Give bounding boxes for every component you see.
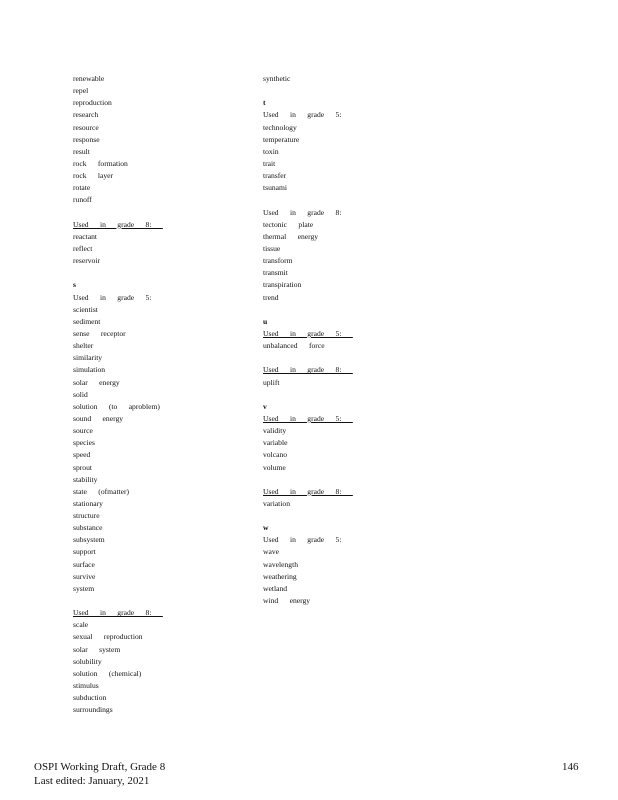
- right-block-3: [263, 219, 433, 304]
- glossary-term: solution (to aproblem): [73, 401, 160, 411]
- glossary-term: sexual reproduction: [73, 632, 143, 642]
- glossary-term: unbalanced force: [263, 341, 325, 351]
- right-block-8: [263, 546, 433, 607]
- left-block-1: [73, 73, 243, 207]
- glossary-term: reflect: [73, 243, 93, 253]
- glossary-term: stability: [73, 474, 98, 484]
- glossary-term: transform: [263, 256, 293, 266]
- grade-8-heading: Used in grade 8:: [73, 219, 163, 229]
- glossary-term: structure: [73, 511, 100, 521]
- glossary-term: similarity: [73, 353, 103, 363]
- glossary-term: transfer: [263, 171, 287, 181]
- right-block-7: [263, 498, 433, 510]
- glossary-term: rock layer: [73, 171, 114, 181]
- glossary-term: substance: [73, 523, 103, 533]
- glossary-term: repel: [73, 86, 89, 96]
- section-letter-t: t: [263, 98, 266, 108]
- grade-8-heading: Used in grade 8:: [263, 365, 353, 375]
- glossary-term: solar energy: [73, 377, 120, 387]
- glossary-term: survive: [73, 571, 96, 581]
- glossary-term: stimulus: [73, 681, 99, 691]
- glossary-term: solid: [73, 389, 88, 399]
- glossary-term: resource: [73, 122, 99, 132]
- grade-5-heading: Used in grade 5:: [263, 413, 353, 423]
- glossary-term: thermal energy: [263, 231, 319, 241]
- glossary-term: stationary: [73, 498, 103, 508]
- section-letter-w: w: [263, 523, 269, 533]
- right-block-6: [263, 425, 433, 474]
- grade-8-heading: Used in grade 8:: [263, 207, 342, 217]
- glossary-term: rock formation: [73, 158, 128, 168]
- glossary-term: weathering: [263, 571, 297, 581]
- glossary-term: support: [73, 547, 96, 557]
- left-block-2: [73, 231, 243, 267]
- glossary-term: reproduction: [73, 98, 112, 108]
- glossary-term: shelter: [73, 341, 94, 351]
- glossary-term: surroundings: [73, 705, 113, 715]
- glossary-term: tectonic plate: [263, 219, 314, 229]
- glossary-term: solubility: [73, 656, 102, 666]
- section-letter-s: s: [73, 280, 76, 290]
- glossary-term: subsystem: [73, 535, 105, 545]
- right-block-5: [263, 377, 433, 389]
- right-column: [263, 73, 433, 607]
- left-column: [73, 73, 243, 716]
- glossary-term: trend: [263, 292, 279, 302]
- glossary-term: validity: [263, 426, 287, 436]
- glossary-term: simulation: [73, 365, 106, 375]
- footer-draft-label: OSPI Working Draft, Grade 8: [34, 761, 166, 773]
- glossary-term: transmit: [263, 268, 288, 278]
- glossary-term: toxin: [263, 146, 279, 156]
- glossary-term: sound energy: [73, 413, 124, 423]
- footer: [34, 760, 165, 788]
- glossary-term: sense receptor: [73, 328, 126, 338]
- glossary-term: rotate: [73, 183, 91, 193]
- glossary-term: surface: [73, 559, 95, 569]
- glossary-term: wetland: [263, 583, 288, 593]
- glossary-term: uplift: [263, 377, 280, 387]
- glossary-term: subduction: [73, 693, 107, 703]
- glossary-term: species: [73, 438, 95, 448]
- right-block-2: [263, 122, 433, 195]
- glossary-term: solution (chemical): [73, 668, 142, 678]
- glossary-term: volume: [263, 462, 286, 472]
- glossary-term: wave: [263, 547, 280, 557]
- grade-5-heading: Used in grade 5:: [263, 110, 342, 120]
- left-block-4: [73, 619, 243, 716]
- glossary-term: scale: [73, 620, 89, 630]
- glossary-term: system: [73, 583, 95, 593]
- glossary-term: trait: [263, 158, 276, 168]
- page-number: 146: [562, 761, 579, 773]
- glossary-term: speed: [73, 450, 91, 460]
- glossary-term: volcano: [263, 450, 288, 460]
- glossary-term: tissue: [263, 243, 281, 253]
- glossary-term: reservoir: [73, 256, 100, 266]
- section-letter-v: v: [263, 401, 267, 411]
- footer-last-edited: Last edited: January, 2021: [34, 775, 150, 787]
- glossary-term: runoff: [73, 195, 92, 205]
- glossary-term: result: [73, 146, 90, 156]
- grade-8-heading: Used in grade 8:: [73, 608, 163, 618]
- grade-5-heading: Used in grade 5:: [263, 328, 353, 338]
- glossary-term: solar system: [73, 644, 121, 654]
- grade-8-heading: Used in grade 8:: [263, 486, 353, 496]
- glossary-term: research: [73, 110, 99, 120]
- glossary-term: wind energy: [263, 596, 311, 606]
- grade-5-heading: Used in grade 5:: [263, 535, 342, 545]
- glossary-term: source: [73, 426, 93, 436]
- grade-5-heading: Used in grade 5:: [73, 292, 152, 302]
- glossary-term: scientist: [73, 304, 98, 314]
- glossary-term: tsunami: [263, 183, 288, 193]
- glossary-term: temperature: [263, 134, 300, 144]
- glossary-term: transpiration: [263, 280, 302, 290]
- glossary-term: variable: [263, 438, 288, 448]
- glossary-term: state (ofmatter): [73, 486, 130, 496]
- glossary-term: renewable: [73, 74, 105, 83]
- glossary-term: reactant: [73, 231, 98, 241]
- glossary-term: synthetic: [263, 74, 291, 83]
- glossary-term: wavelength: [263, 559, 299, 569]
- glossary-term: sediment: [73, 316, 101, 326]
- glossary-term: variation: [263, 498, 290, 508]
- right-block-1: [263, 73, 433, 85]
- glossary-term: technology: [263, 122, 297, 132]
- section-letter-u: u: [263, 316, 268, 326]
- glossary-term: sprout: [73, 462, 92, 472]
- left-block-3: [73, 304, 243, 595]
- glossary-term: response: [73, 134, 100, 144]
- right-block-4: [263, 340, 433, 352]
